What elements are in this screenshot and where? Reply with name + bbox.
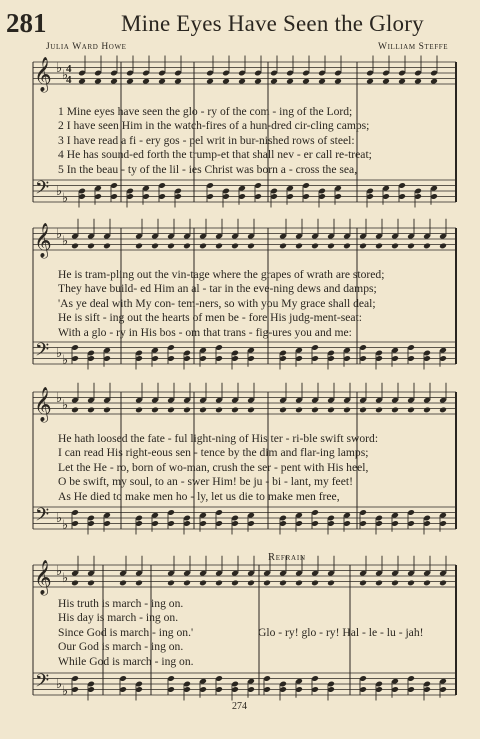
music-credit: William Steffe: [378, 42, 449, 52]
lyric-line: He is sift - ing out the hearts of men be - fore His judg-ment-seat:: [58, 311, 362, 325]
note-head: [359, 242, 367, 249]
treble-clef-icon: 𝄞: [34, 223, 52, 258]
note-head: [119, 579, 127, 586]
flat-icon: ♭: [56, 61, 63, 76]
note-head: [87, 406, 95, 413]
treble-clef-icon: 𝄞: [34, 387, 52, 422]
flat-icon: ♭: [62, 518, 69, 533]
lyric-line: I can read His right-eous sen - tence by the dim and flar-ing lamps;: [58, 446, 369, 460]
flat-icon: ♭: [56, 184, 63, 199]
flat-icon: ♭: [62, 191, 69, 206]
treble-clef-icon: 𝄞: [34, 57, 52, 92]
note-head: [343, 406, 351, 413]
note-head: [391, 242, 399, 249]
note-head: [439, 579, 447, 586]
lyric-line: 2 I have seen Him in the watch-fires of a hun-dred cir-cling camps;: [58, 119, 370, 133]
refrain-lyric: Glo - ry! glo - ry! Hal - le - lu - jah!: [258, 626, 424, 639]
note-head: [311, 406, 319, 413]
note-head: [215, 242, 223, 249]
note-head: [327, 242, 335, 249]
note-head: [151, 406, 159, 413]
note-head: [311, 579, 319, 586]
lyric-line: Since God is march - ing on.': [58, 625, 194, 639]
note-head: [71, 406, 79, 413]
flat-icon: ♭: [62, 398, 69, 413]
note-head: [343, 242, 351, 249]
time-signature: 4: [66, 63, 72, 75]
note-head: [279, 242, 287, 249]
flat-icon: ♭: [56, 511, 63, 526]
note-head: [135, 406, 143, 413]
flat-icon: ♭: [62, 234, 69, 249]
flat-icon: ♭: [56, 227, 63, 242]
flat-icon: ♭: [56, 564, 63, 579]
note-head: [439, 242, 447, 249]
note-head: [167, 406, 175, 413]
note-head: [295, 406, 303, 413]
lyric-line: 'As ye deal with My con- tem-ners, so with you My grace shall deal;: [58, 296, 376, 310]
note-head: [103, 406, 111, 413]
hymn-number: 281: [6, 8, 47, 38]
note-head: [423, 579, 431, 586]
note-head: [183, 242, 191, 249]
note-head: [135, 579, 143, 586]
note-head: [231, 242, 239, 249]
flat-icon: ♭: [62, 571, 69, 586]
lyric-line: Our God is march - ing on.: [58, 640, 184, 654]
note-head: [231, 406, 239, 413]
refrain-label: Refrain: [268, 552, 306, 563]
flat-icon: ♭: [62, 353, 69, 368]
note-head: [423, 242, 431, 249]
note-head: [295, 242, 303, 249]
lyric-line: As He died to make men ho - ly, let us die to make men free,: [58, 489, 340, 503]
note-head: [391, 579, 399, 586]
note-head: [407, 579, 415, 586]
note-head: [215, 406, 223, 413]
lyric-line: Let the He - ro, born of wo-man, crush the ser - pent with His heel,: [58, 460, 369, 474]
lyric-line: While God is march - ing on.: [58, 654, 194, 668]
treble-clef-icon: 𝄞: [34, 560, 52, 595]
note-head: [439, 406, 447, 413]
note-head: [247, 579, 255, 586]
note-head: [71, 242, 79, 249]
note-head: [359, 579, 367, 586]
note-head: [391, 406, 399, 413]
lyric-line: 3 I have read a fi - ery gos - pel writ in bur-nished rows of steel:: [58, 133, 355, 147]
note-head: [167, 579, 175, 586]
bass-clef-icon: 𝄢: [35, 505, 50, 530]
note-head: [407, 406, 415, 413]
note-head: [183, 579, 191, 586]
page-number: 274: [232, 701, 247, 712]
flat-icon: ♭: [56, 677, 63, 692]
note-head: [167, 242, 175, 249]
lyric-line: They have build- ed Him an al - tar in the eve-ning dews and damps;: [58, 282, 377, 296]
note-head: [263, 579, 271, 586]
note-head: [375, 242, 383, 249]
lyric-line: His truth is march - ing on.: [58, 597, 184, 610]
note-head: [215, 579, 223, 586]
lyrics-system-3: [58, 432, 378, 504]
lyrics-system-1: [58, 105, 372, 177]
note-head: [295, 579, 303, 586]
note-head: [183, 406, 191, 413]
note-head: [231, 579, 239, 586]
note-head: [87, 242, 95, 249]
bass-clef-icon: 𝄢: [35, 340, 50, 365]
note-head: [71, 579, 79, 586]
lyrics-system-2: [58, 268, 384, 340]
bass-clef-icon: 𝄢: [35, 178, 50, 203]
note-head: [311, 242, 319, 249]
note-head: [199, 579, 207, 586]
note-head: [279, 579, 287, 586]
note-head: [407, 242, 415, 249]
lyric-line: His day is march - ing on.: [58, 611, 179, 625]
note-head: [87, 579, 95, 586]
lyric-line: With a glo - ry in His bos - om that trans - fig-ures you and me:: [58, 325, 352, 339]
time-signature: 4: [66, 74, 72, 86]
note-head: [135, 242, 143, 249]
flat-icon: ♭: [56, 346, 63, 361]
lyric-line: O be swift, my soul, to an - swer Him! be ju - bi - lant, my feet!: [58, 475, 353, 489]
flat-icon: ♭: [56, 391, 63, 406]
note-head: [327, 406, 335, 413]
lyric-line: 5 In the beau - ty of the lil - ies Christ was born a - cross the sea,: [58, 162, 358, 176]
lyric-line: 4 He has sound-ed forth the trump-et that shall nev - er call re-treat;: [58, 148, 372, 162]
note-head: [247, 406, 255, 413]
words-credit: Julia Ward Howe: [46, 42, 127, 52]
flat-icon: ♭: [62, 684, 69, 699]
lyric-line: 1 Mine eyes have seen the glo - ry of the com - ing of the Lord;: [58, 105, 353, 118]
note-head: [199, 406, 207, 413]
lyric-line: He hath loosed the fate - ful light-ning of His ter - ri-ble swift sword:: [58, 432, 379, 445]
note-head: [151, 242, 159, 249]
lyrics-system-4: [58, 597, 194, 669]
note-head: [247, 242, 255, 249]
note-head: [359, 406, 367, 413]
note-head: [279, 406, 287, 413]
note-head: [375, 406, 383, 413]
hymn-title: Mine Eyes Have Seen the Glory: [121, 11, 424, 36]
note-head: [423, 406, 431, 413]
note-head: [375, 579, 383, 586]
bass-clef-icon: 𝄢: [35, 671, 50, 696]
lyric-line: He is tram-pling out the vin-tage where the grapes of wrath are stored;: [58, 268, 385, 281]
note-head: [327, 579, 335, 586]
note-head: [103, 242, 111, 249]
flat-icon: ♭: [62, 68, 69, 83]
note-head: [199, 242, 207, 249]
